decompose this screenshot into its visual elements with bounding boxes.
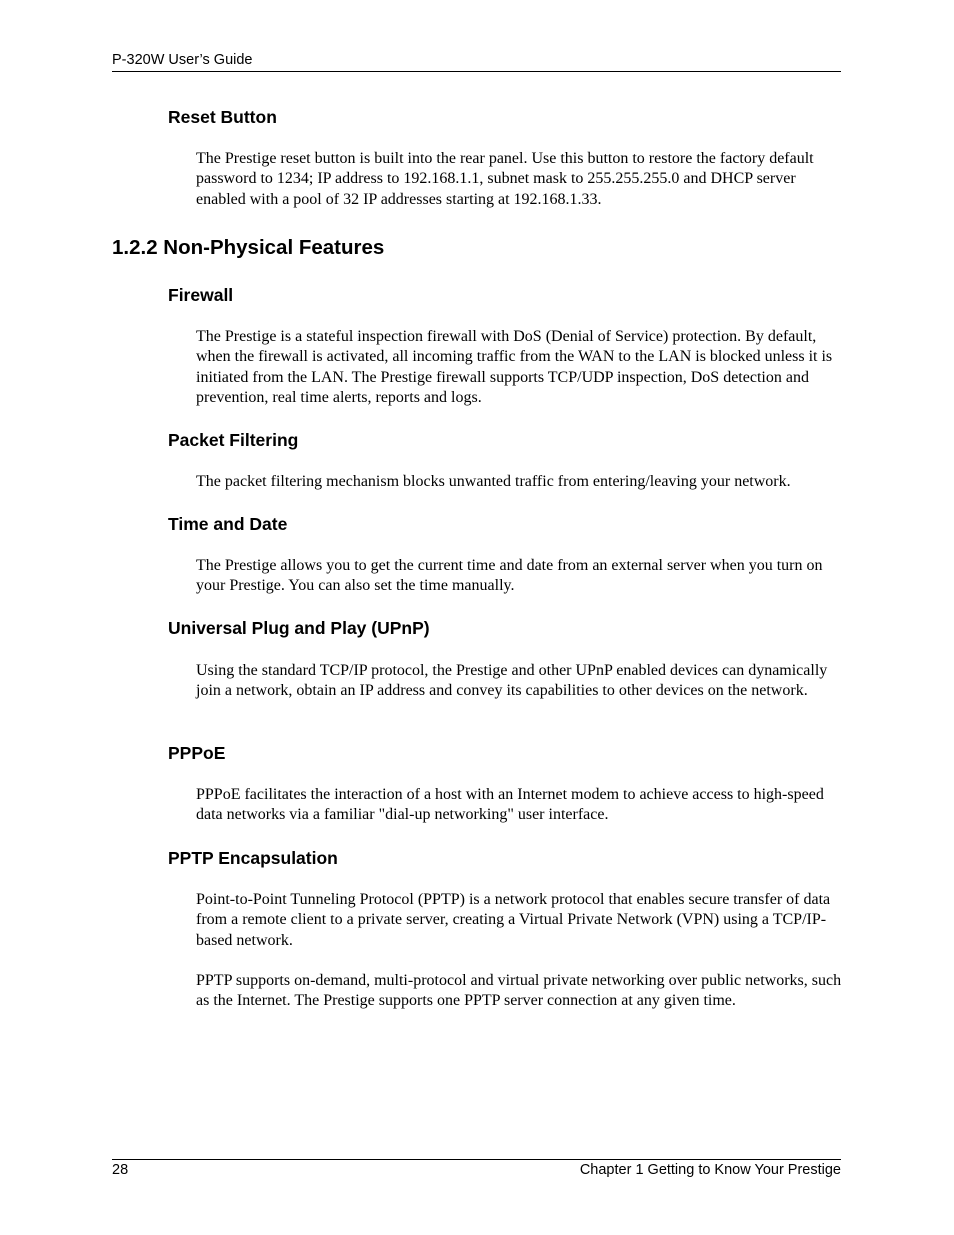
- heading-firewall: Firewall: [168, 285, 234, 305]
- heading-reset-button: Reset Button: [168, 107, 277, 127]
- heading-time-and-date: Time and Date: [168, 514, 288, 534]
- paragraph-packet-filtering: The packet filtering mechanism blocks unwanted traffic from entering/leaving your network.: [196, 473, 791, 490]
- paragraph-time-and-date: The Prestige allows you to get the current time and date from an external server when you turn on your Prestige. You can also set the time manually.: [196, 557, 823, 595]
- paragraph-firewall: The Prestige is a stateful inspection firewall with DoS (Denial of Service) protection. By default, when the firewall is activated, all incoming traffic from the WAN to the LAN is blocked unless it is initiated from the LAN. The Prestige firewall supports TCP/UDP inspection, DoS detection and prevention, real time alerts, reports and logs.: [196, 328, 833, 406]
- paragraph-pppoe: PPPoE facilitates the interaction of a host with an Internet modem to achieve access to high-speed data networks via a familiar "dial-up networking" user interface.: [196, 786, 824, 824]
- heading-packet-filtering: Packet Filtering: [168, 430, 299, 450]
- heading-pptp-encapsulation: PPTP Encapsulation: [168, 848, 338, 868]
- footer-rule: [112, 1159, 841, 1160]
- paragraph-upnp: Using the standard TCP/IP protocol, the Prestige and other UPnP enabled devices can dynamically join a network, obtain an IP address and convey its capabilities to other devices on the network.: [196, 662, 828, 700]
- page-number: 28: [112, 1162, 129, 1178]
- heading-upnp: Universal Plug and Play (UPnP): [168, 618, 430, 638]
- paragraph-pptp-2: PPTP supports on-demand, multi-protocol and virtual private networking over public networks, such as the Internet. The Prestige supports one PPTP server connection at any given time.: [196, 972, 842, 1010]
- heading-pppoe: PPPoE: [168, 743, 226, 763]
- header-rule: [112, 71, 841, 72]
- paragraph-pptp-1: Point-to-Point Tunneling Protocol (PPTP) is a network protocol that enables secure transfer of data from a remote client to a private server, creating a Virtual Private Network (VPN) using a TCP/IP-based network.: [196, 891, 831, 949]
- chapter-footer: Chapter 1 Getting to Know Your Prestige: [579, 1162, 841, 1178]
- running-header: P-320W User’s Guide: [112, 52, 253, 68]
- paragraph-reset-button: The Prestige reset button is built into the rear panel. Use this button to restore the factory default password to 1234; IP address to 192.168.1.1, subnet mask to 255.255.255.0 and DHCP server enabled with a pool of 32 IP addresses starting at 192.168.1.33.: [196, 150, 814, 208]
- section-heading-non-physical-features: 1.2.2 Non-Physical Features: [112, 236, 385, 259]
